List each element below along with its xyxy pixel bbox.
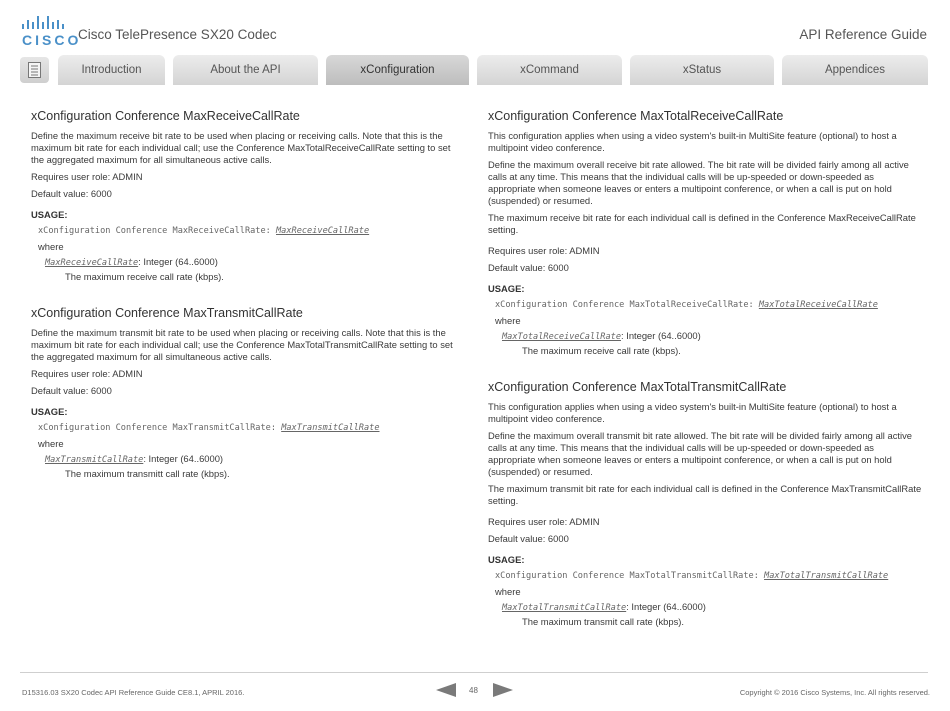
usage-command bbox=[38, 421, 456, 435]
guide-title: API Reference Guide bbox=[799, 27, 927, 42]
default-value: Default value: 6000 bbox=[488, 533, 569, 544]
param-description: The maximum receive call rate (kbps). bbox=[65, 271, 224, 282]
section-body: Define the maximum overall receive bit rate allowed. The bit rate will be divided fairly among all active calls at any time. This means that the individual calls will be up-speeded or down-speeded as appropriate when someone leaves or enters a multipoint conference, or when a call is put on hold (suspended) or resumed. bbox=[488, 159, 909, 206]
section-max-receive-call-rate bbox=[31, 108, 456, 283]
logo-text: CISCO bbox=[22, 32, 82, 48]
tab-introduction[interactable]: Introduction bbox=[58, 55, 165, 85]
user-role: Requires user role: ADMIN bbox=[31, 368, 143, 379]
cisco-logo bbox=[22, 16, 82, 48]
command-param: MaxReceiveCallRate bbox=[276, 226, 370, 236]
section-note: The maximum transmit bit rate for each individual call is defined in the Conference MaxTransmitCallRate setting. bbox=[488, 483, 922, 506]
param-description: The maximum transmitt call rate (kbps). bbox=[65, 468, 230, 479]
default-value: Default value: 6000 bbox=[31, 385, 112, 396]
usage-label: USAGE: bbox=[488, 283, 525, 294]
document-id: D15316.03 SX20 Codec API Reference Guide CE8.1, APRIL 2016. bbox=[22, 688, 245, 697]
section-body: Define the maximum overall transmit bit rate allowed. The bit rate will be divided fairly among all active calls at any time. This means that the individual calls will be up-speeded or down-speeded as appropriate when someone leaves or enters a multipoint conference, or when a call is put on hold (suspended) or resumed. bbox=[488, 430, 912, 477]
where-label: where bbox=[495, 586, 521, 597]
command-param: MaxTotalTransmitCallRate bbox=[764, 571, 889, 581]
command-text: xConfiguration Conference MaxReceiveCallRate: bbox=[38, 226, 276, 236]
previous-page-icon[interactable] bbox=[436, 683, 456, 697]
param-definition bbox=[502, 329, 923, 344]
where-label: where bbox=[38, 438, 64, 449]
usage-command bbox=[495, 569, 923, 583]
param-description: The maximum receive call rate (kbps). bbox=[522, 345, 681, 356]
command-text: xConfiguration Conference MaxTransmitCallRate: bbox=[38, 423, 282, 433]
where-label: where bbox=[38, 241, 64, 252]
param-type: : Integer (64..6000) bbox=[621, 330, 701, 341]
command-text: xConfiguration Conference MaxTotalTransmitCallRate: bbox=[495, 571, 765, 581]
section-intro: This configuration applies when using a video system's built-in MultiSite feature (optional) to host a multipoint video conference. bbox=[488, 401, 897, 424]
page-number: 48 bbox=[469, 686, 478, 695]
param-definition bbox=[45, 452, 456, 467]
param-type: : Integer (64..6000) bbox=[626, 601, 706, 612]
param-type: : Integer (64..6000) bbox=[143, 453, 224, 464]
usage-command bbox=[495, 298, 923, 312]
usage-command bbox=[38, 224, 456, 238]
section-title: xConfiguration Conference MaxReceiveCallRate bbox=[31, 109, 300, 123]
param-name: MaxTransmitCallRate bbox=[45, 455, 144, 465]
where-label: where bbox=[495, 315, 521, 326]
user-role: Requires user role: ADMIN bbox=[488, 516, 600, 527]
section-body: Define the maximum receive bit rate to be used when placing or receiving calls. Note that this is the maximum bit rate for each individual call; use the Conference MaxTotalReceiveCallRate setting to set the aggregated maximum for all simultaneous active calls. bbox=[31, 130, 451, 165]
user-role: Requires user role: ADMIN bbox=[31, 171, 143, 182]
param-name: MaxReceiveCallRate bbox=[45, 258, 139, 268]
param-definition bbox=[502, 600, 923, 615]
footer-divider bbox=[20, 672, 928, 673]
usage-label: USAGE: bbox=[31, 209, 68, 220]
copyright: Copyright © 2016 Cisco Systems, Inc. All rights reserved. bbox=[739, 688, 930, 697]
tab-xcommand[interactable]: xCommand bbox=[477, 55, 622, 85]
contents-icon[interactable] bbox=[20, 57, 49, 83]
tab-about-the-api[interactable]: About the API bbox=[173, 55, 318, 85]
command-param: MaxTransmitCallRate bbox=[281, 423, 380, 433]
section-title: xConfiguration Conference MaxTotalTransmitCallRate bbox=[488, 380, 787, 394]
section-max-transmit-call-rate bbox=[31, 305, 456, 480]
param-name: MaxTotalReceiveCallRate bbox=[502, 332, 621, 342]
section-max-total-receive-call-rate bbox=[488, 108, 923, 357]
user-role: Requires user role: ADMIN bbox=[488, 245, 600, 256]
tab-xstatus[interactable]: xStatus bbox=[630, 55, 774, 85]
param-name: MaxTotalTransmitCallRate bbox=[502, 603, 627, 613]
main-nav bbox=[20, 55, 928, 85]
usage-label: USAGE: bbox=[31, 406, 68, 417]
cisco-bars-icon bbox=[22, 16, 66, 30]
left-column bbox=[31, 108, 456, 502]
command-param: MaxTotalReceiveCallRate bbox=[758, 300, 878, 310]
tab-appendices[interactable]: Appendices bbox=[782, 55, 928, 85]
section-title: xConfiguration Conference MaxTotalReceiveCallRate bbox=[488, 109, 784, 123]
usage-label: USAGE: bbox=[488, 554, 525, 565]
section-max-total-transmit-call-rate bbox=[488, 379, 923, 628]
section-intro: This configuration applies when using a video system's built-in MultiSite feature (optional) to host a multipoint video conference. bbox=[488, 130, 897, 153]
param-description: The maximum transmit call rate (kbps). bbox=[522, 616, 685, 627]
next-page-icon[interactable] bbox=[493, 683, 513, 697]
tab-xconfiguration[interactable]: xConfiguration bbox=[326, 55, 469, 85]
section-note: The maximum receive bit rate for each individual call is defined in the Conference MaxReceiveCallRate setting. bbox=[488, 212, 916, 235]
default-value: Default value: 6000 bbox=[31, 188, 112, 199]
section-body: Define the maximum transmit bit rate to be used when placing or receiving calls. Note that this is the maximum bit rate for each individual call; use the Conference MaxTotalTransmitCallRate setting to set the aggregated maximum for all simultaneous active calls. bbox=[31, 327, 453, 362]
section-title: xConfiguration Conference MaxTransmitCallRate bbox=[31, 306, 303, 320]
app-title: Cisco TelePresence SX20 Codec bbox=[78, 27, 277, 42]
default-value: Default value: 6000 bbox=[488, 262, 569, 273]
command-text: xConfiguration Conference MaxTotalReceiveCallRate: bbox=[495, 300, 759, 310]
param-type: : Integer (64..6000) bbox=[138, 256, 218, 267]
right-column bbox=[488, 108, 923, 650]
param-definition bbox=[45, 255, 456, 270]
